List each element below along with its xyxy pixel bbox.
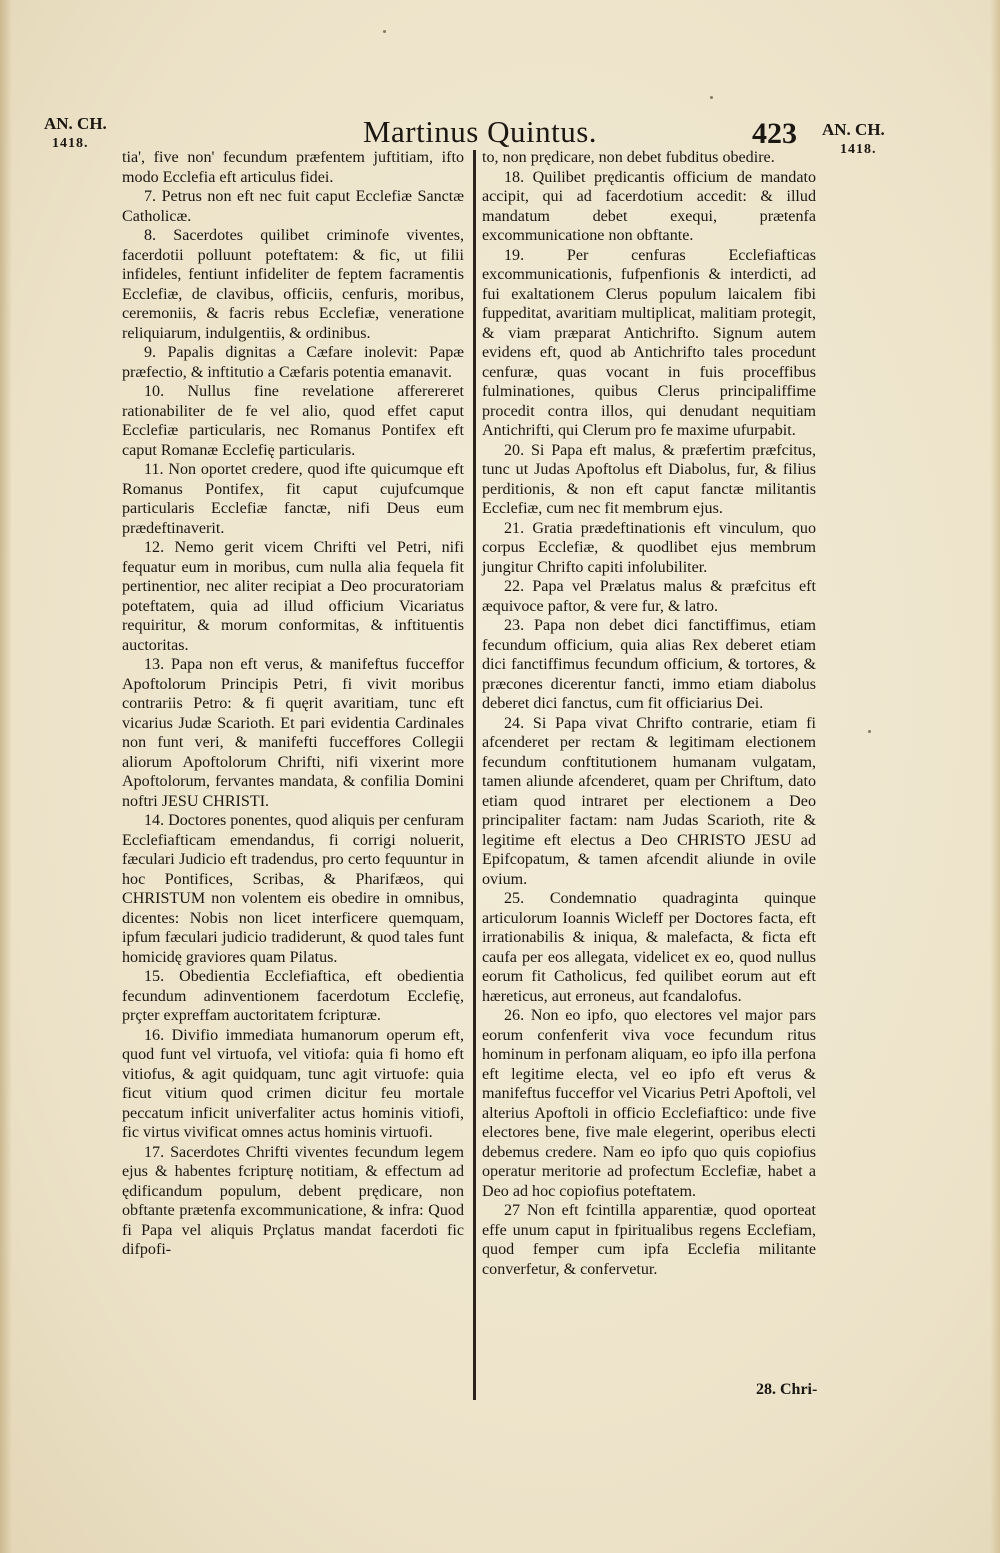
paragraph: to, non prędicare, non debet fubditus obedire. [482, 149, 775, 166]
margin-label-left: AN. CH. [44, 114, 107, 133]
paragraph: 24. Si Papa vivat Chrifto contrarie, etiam fi afcenderet per rectam & legitimam electionem fecundum conftitutionem humanam vulgatam, tamen aliunde afcenderet, quam per Chriftum, dato etiam quod intraret per electionem a Deo principaliter factam: nam Judas Scarioth, rite & legitime eft electus a Deo CHRISTO JESU ad Epifcopatum, & tamen afcendit aliunde in ovile ovium. [482, 714, 816, 888]
paragraph: 18. Quilibet prędicantis officium de mandato accipit, qui ad facerdotium accedit: & illud mandatum debet exequi, prætenfa excommunicatione non obftante. [482, 168, 816, 244]
page-number: 423 [752, 117, 797, 150]
paragraph: tia', five non' fecundum præfentem juftitiam, ifto modo Ecclefia eft articulus fidei. [122, 149, 464, 186]
paragraph: 20. Si Papa eft malus, & præfertim præfcitus, tunc ut Judas Apoftolus eft Diabolus, fur, & filius perditionis, & non eft caput fanctæ militantis Ecclefiæ, cum nec fit membrum ejus. [482, 441, 816, 517]
paragraph: 26. Non eo ipfo, quo electores vel major pars eorum confenferit viva voce fecundum ritus hominum in perfonam aliquam, eo ipfo illa perfona eft legitime electa, vel eo ipfo eft verus & manifeftus fucceffor vel Vicarius Petri Apoftoli, vel alterius Apoftoli in officio Ecclefiaftico: unde five electores bene, five male elegerint, operibus electi debemus credere. Nam eo ipfo quo quis copiofius operatur meritorie ad profectum Ecclefiæ, habet a Deo ad hoc copiofius poteftatem. [482, 1007, 816, 1200]
paragraph: 25. Condemnatio quadraginta quinque articulorum Ioannis Wicleff per Doctores facta, eft irrationabilis & iniqua, & malefacta, & ficta eft caufa per eos allegata, videlicet ex eo, quod nullus eorum fit Catholicus, fed quilibet eorum aut eft hæreticus, aut erroneus, aut fcandalofus. [482, 890, 816, 1005]
paper-speck [383, 30, 386, 33]
paragraph: 13. Papa non eft verus, & manifeftus fucceffor Apoftolorum Principis Petri, fi vivit moribus contrariis Petro: & fi quęrit avaritiam, tunc eft vicarius Judæ Scarioth. Et pari evidentia Cardinales non funt veri, & manifefti fucceffores Collegii aliorum Apoftolorum Chrifti, nifi vixerint more Apoftolorum, fervantes mandata, & confilia Domini noftri JESU CHRISTI. [122, 656, 464, 810]
paragraph: 15. Obedientia Ecclefiaftica, eft obedientia fecundum adinventionem facerdotum Ecclefię, prçter expreffam auctoritatem fcripturæ. [122, 968, 464, 1024]
margin-year-left: 1418. [52, 136, 89, 151]
paragraph: 11. Non oportet credere, quod ifte quicumque eft Romanus Pontifex, fit caput cujufcumque particularis Ecclefiæ fanctæ, nifi Deus eum prædeftinaverit. [122, 461, 464, 537]
paragraph: 14. Doctores ponentes, quod aliquis per cenfuram Ecclefiafticam emendandus, fi corrigi noluerit, fæculari Judicio eft tradendus, pro certo fequuntur in hoc Pontifices, Scribas, & Pharifæos, qui CHRISTUM non volentem eis obedire in omnibus, dicentes: Nobis non licet interficere quemquam, ipfum fæculari judicio tradiderunt, & quod tales funt homicidę graviores quam Pilatus. [122, 812, 464, 966]
page-edge-shadow-left [0, 0, 12, 1553]
margin-year-right: 1418. [840, 142, 877, 157]
paragraph: 16. Divifio immediata humanorum operum eft, quod funt vel virtuofa, vel vitiofa: quia fi homo eft vitiofus, & agit quidquam, tunc agit virtuofe: quia ficut vitium quod crimen dicitur feu mortale peccatum inficit univerfaliter actus hominis vitiofi, fic virtus vivificat omnes actus hominis virtuofi. [122, 1026, 464, 1141]
margin-note-left [44, 114, 107, 154]
right-column [482, 148, 816, 1279]
left-column [122, 148, 464, 1260]
catchword: 28. Chri- [756, 1381, 818, 1398]
running-title: Martinus Quintus. [362, 114, 598, 149]
paragraph: 8. Sacerdotes quilibet criminofe viventes, facerdotii polluunt poteftatem: & fic, ut filii infideles, fentiunt infideliter de feptem facramentis Ecclefiæ, de clavibus, officiis, cenfuris, moribus, ceremoniis, & facris rebus Ecclefiæ, veneratione reliquiarum, indulgentiis, & ordinibus. [122, 227, 464, 342]
page-edge-shadow-right [990, 0, 1000, 1553]
paragraph: 27 Non eft fcintilla apparentiæ, quod oporteat effe unum caput in fpiritualibus regens Ecclefiam, quod femper cum ipfa Ecclefia militante converfetur, & confervetur. [482, 1202, 816, 1278]
margin-note-right [822, 120, 885, 160]
column-divider [473, 150, 476, 1400]
paper-speck [710, 96, 713, 99]
margin-label-right: AN. CH. [822, 120, 885, 139]
paper-speck [868, 730, 871, 733]
paragraph: 10. Nullus fine revelatione afferereret rationabiliter de fe vel alio, quod effet caput Ecclefiæ particularis, nec Romanus Pontifex eft caput Romanæ Ecclefię particularis. [122, 383, 464, 459]
paragraph: 19. Per cenfuras Ecclefiafticas excommunicationis, fufpenfionis & interdicti, ad fui exaltationem Clerus populum laicalem fibi fuppeditat, avaritiam multiplicat, malitiam protegit, & viam præparat Antichrifto. Signum autem evidens eft, quod ab Antichrifto tales procedunt cenfuræ, quas vocant in fuis proceffibus fulminationes, quibus Clerus principaliffime procedit contra illos, qui denudant nequitiam Antichrifti, qui Clerum pro fe maxime ufurpabit. [482, 246, 816, 439]
paragraph: 7. Petrus non eft nec fuit caput Ecclefiæ Sanctæ Catholicæ. [122, 188, 464, 225]
paragraph: 21. Gratia prædeftinationis eft vinculum, quo corpus Ecclefiæ, & quodlibet ejus membrum jungitur Chrifto capiti infolubiliter. [482, 519, 816, 576]
paragraph: 22. Papa vel Prælatus malus & præfcitus eft æquivoce paftor, & vere fur, & latro. [482, 578, 816, 615]
paragraph: 12. Nemo gerit vicem Chrifti vel Petri, nifi fequatur eum in moribus, cum nulla alia fequela fit pertinentior, nec aliter recipiat a Deo procuratoriam poteftatem, quia ad illud officium Vicariatus requiritur, & morum conformitas, & inftituentis auctoritas. [122, 539, 464, 654]
paragraph: 9. Papalis dignitas a Cæfare inolevit: Papæ præfectio, & inftitutio a Cæfaris potentia emanavit. [122, 344, 464, 381]
paragraph: 17. Sacerdotes Chrifti viventes fecundum legem ejus & habentes fcripturę notitiam, & effectum ad ędificandum populum, debent prędicare, non obftante prætenfa excommunicatione, & infra: Quod fi Papa vel aliquis Prçlatus mandat facerdoti fic difpofi- [122, 1143, 464, 1258]
paragraph: 23. Papa non debet dici fanctiffimus, etiam fecundum officium, quia alias Rex deberet etiam dici fanctiffimus fecundum officium, & tortores, & præcones dicerentur fancti, immo etiam diabolus deberet dici fanctus, cum fit officiarius Dei. [482, 617, 816, 712]
